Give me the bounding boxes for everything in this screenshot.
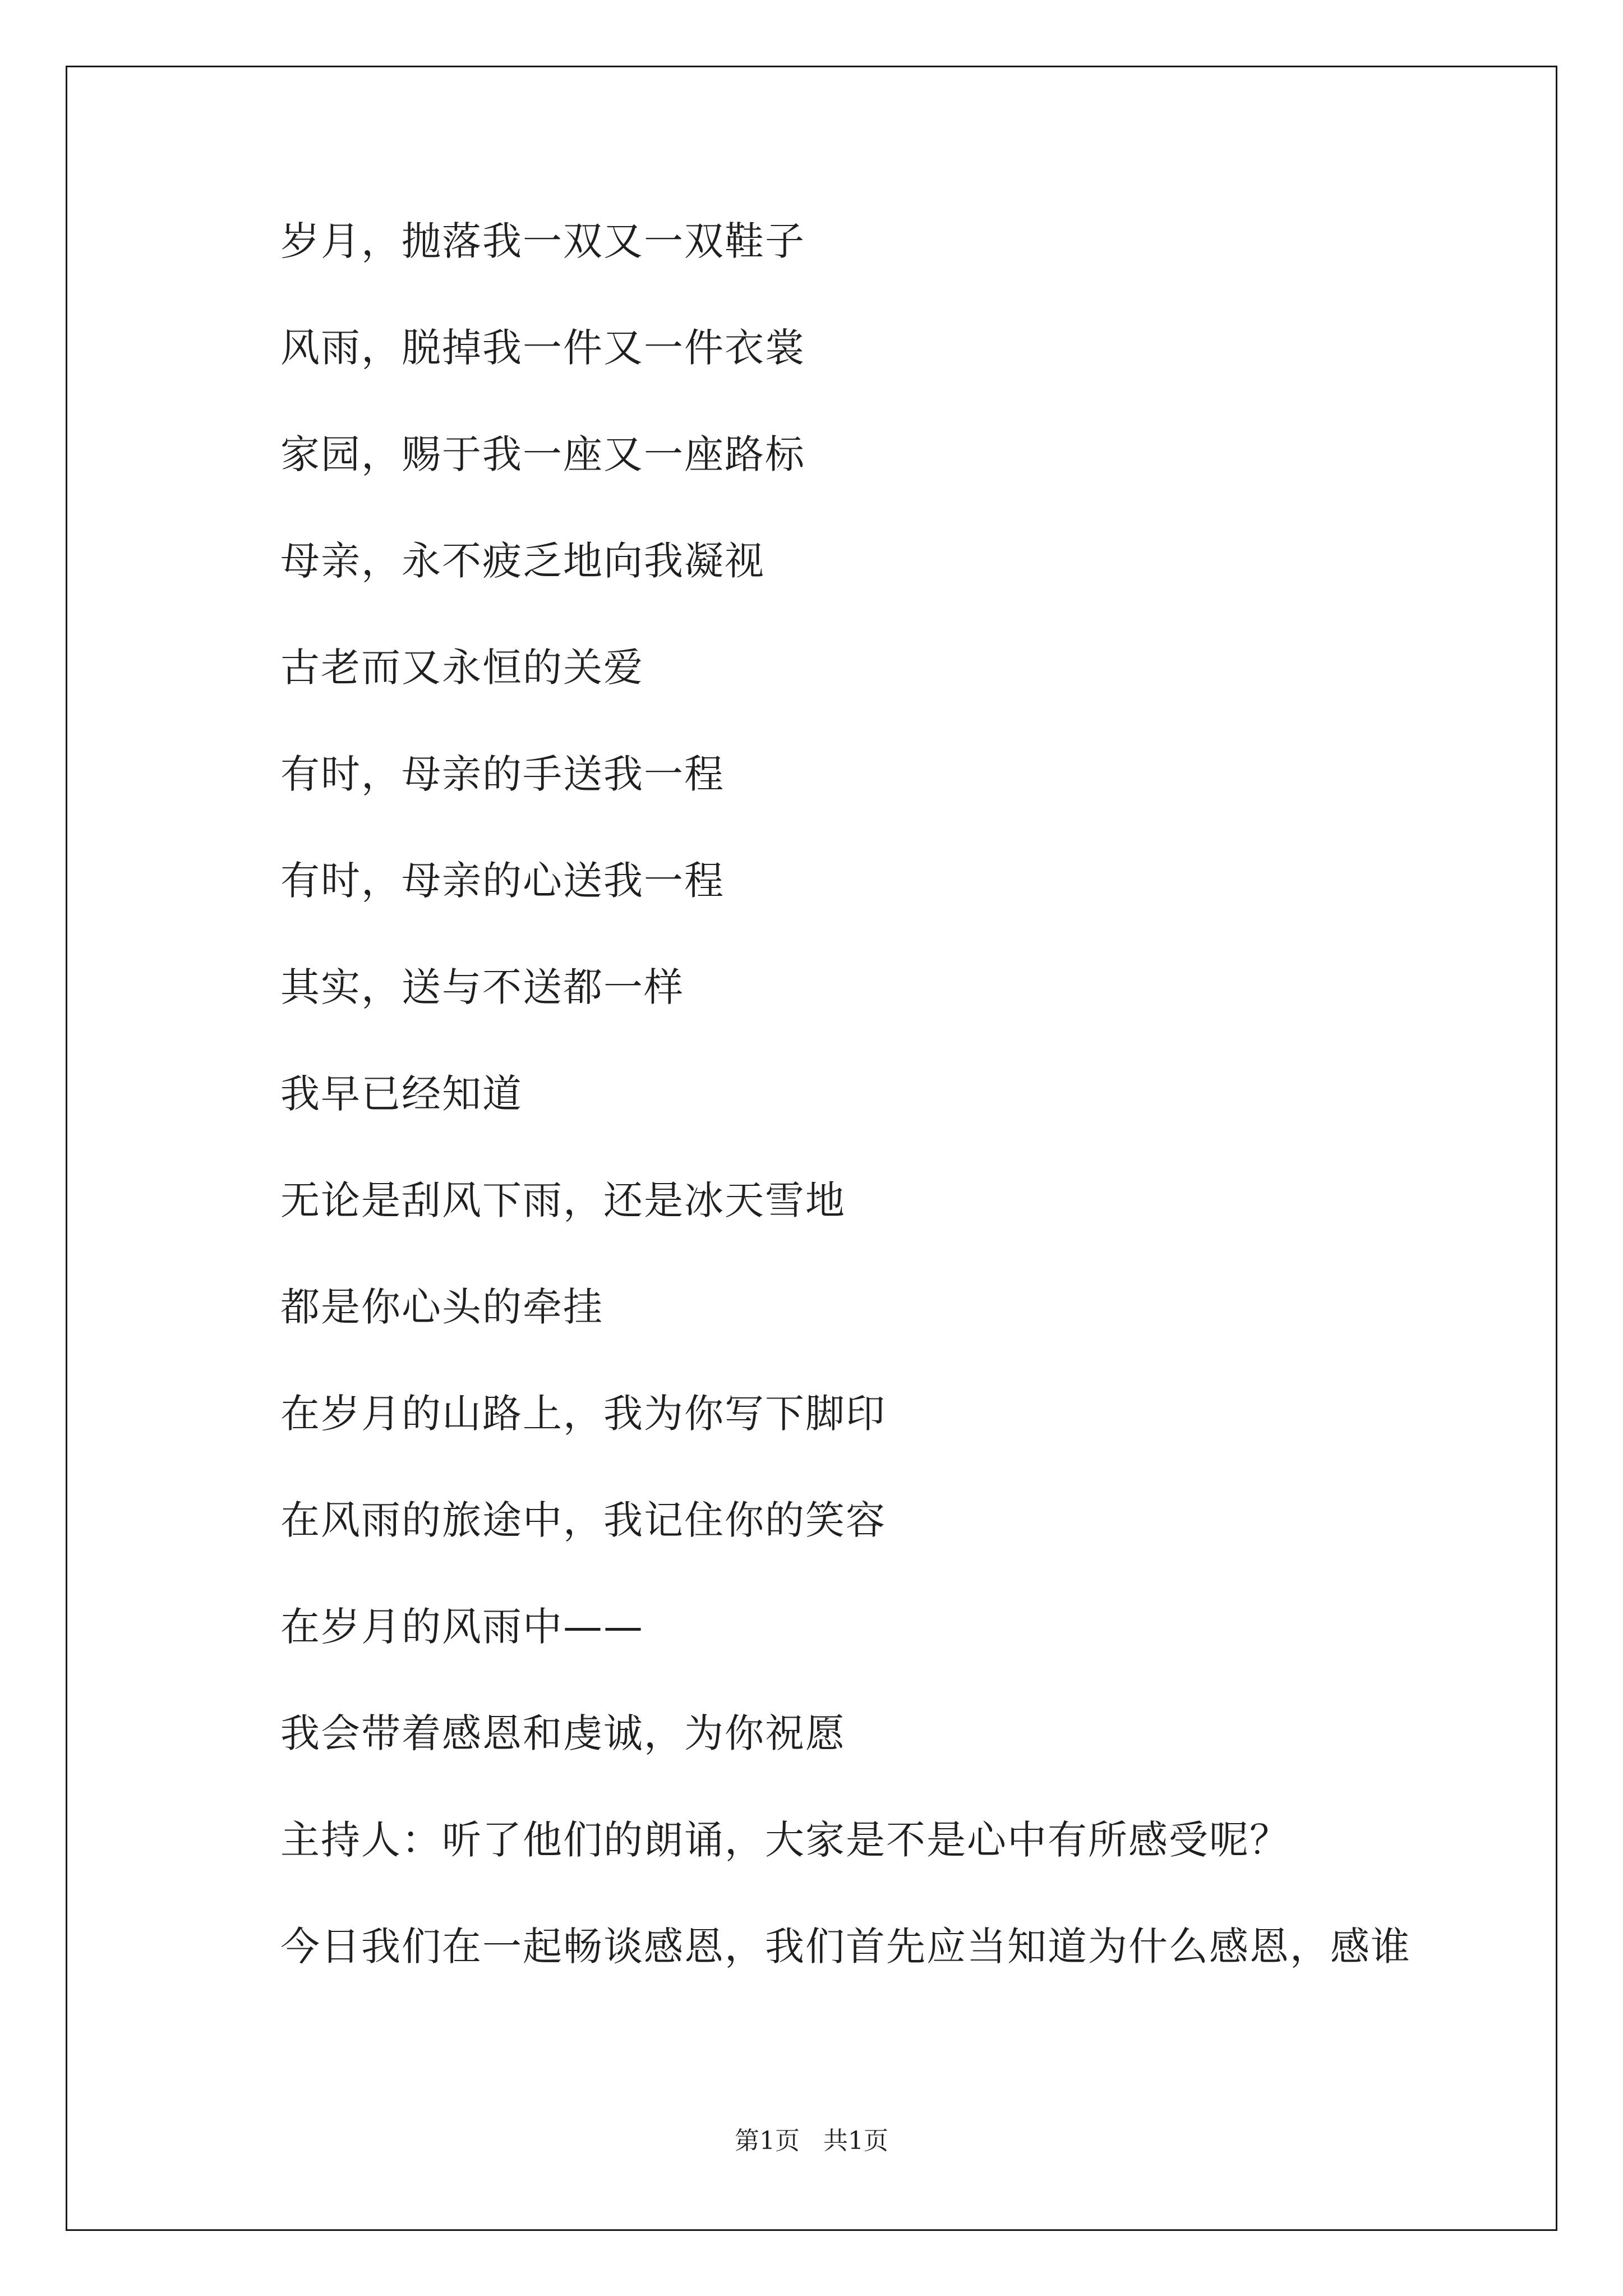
text-line: 今日我们在一起畅谈感恩，我们首先应当知道为什么感恩，感谁 <box>280 1924 1411 1970</box>
text-line: 古老而又永恒的关爱 <box>280 645 644 691</box>
text-line: 我早已经知道 <box>280 1071 523 1117</box>
text-line: 母亲，永不疲乏地向我凝视 <box>280 538 765 584</box>
text-line: 有时，母亲的手送我一程 <box>280 751 725 797</box>
text-line: 我会带着感恩和虔诚，为你祝愿 <box>280 1710 846 1756</box>
text-line: 都是你心头的牵挂 <box>280 1284 603 1330</box>
poem-text <box>280 218 1514 2033</box>
text-line: 在岁月的风雨中—— <box>280 1604 644 1650</box>
text-line: 在岁月的山路上，我为你写下脚印 <box>280 1391 886 1437</box>
text-line: 主持人：听了他们的朗诵，大家是不是心中有所感受呢？ <box>280 1817 1290 1863</box>
text-line: 家园，赐于我一座又一座路标 <box>280 431 805 477</box>
text-line: 在风雨的旅途中，我记住你的笑容 <box>280 1497 886 1543</box>
text-line: 岁月，抛落我一双又一双鞋子 <box>280 218 805 264</box>
text-line: 有时，母亲的心送我一程 <box>280 858 725 904</box>
page-number-footer: 第1页 共1页 <box>735 2127 888 2155</box>
text-line: 风雨，脱掉我一件又一件衣裳 <box>280 325 805 371</box>
text-line: 无论是刮风下雨，还是冰天雪地 <box>280 1177 846 1223</box>
text-line: 其实，送与不送都一样 <box>280 964 684 1010</box>
